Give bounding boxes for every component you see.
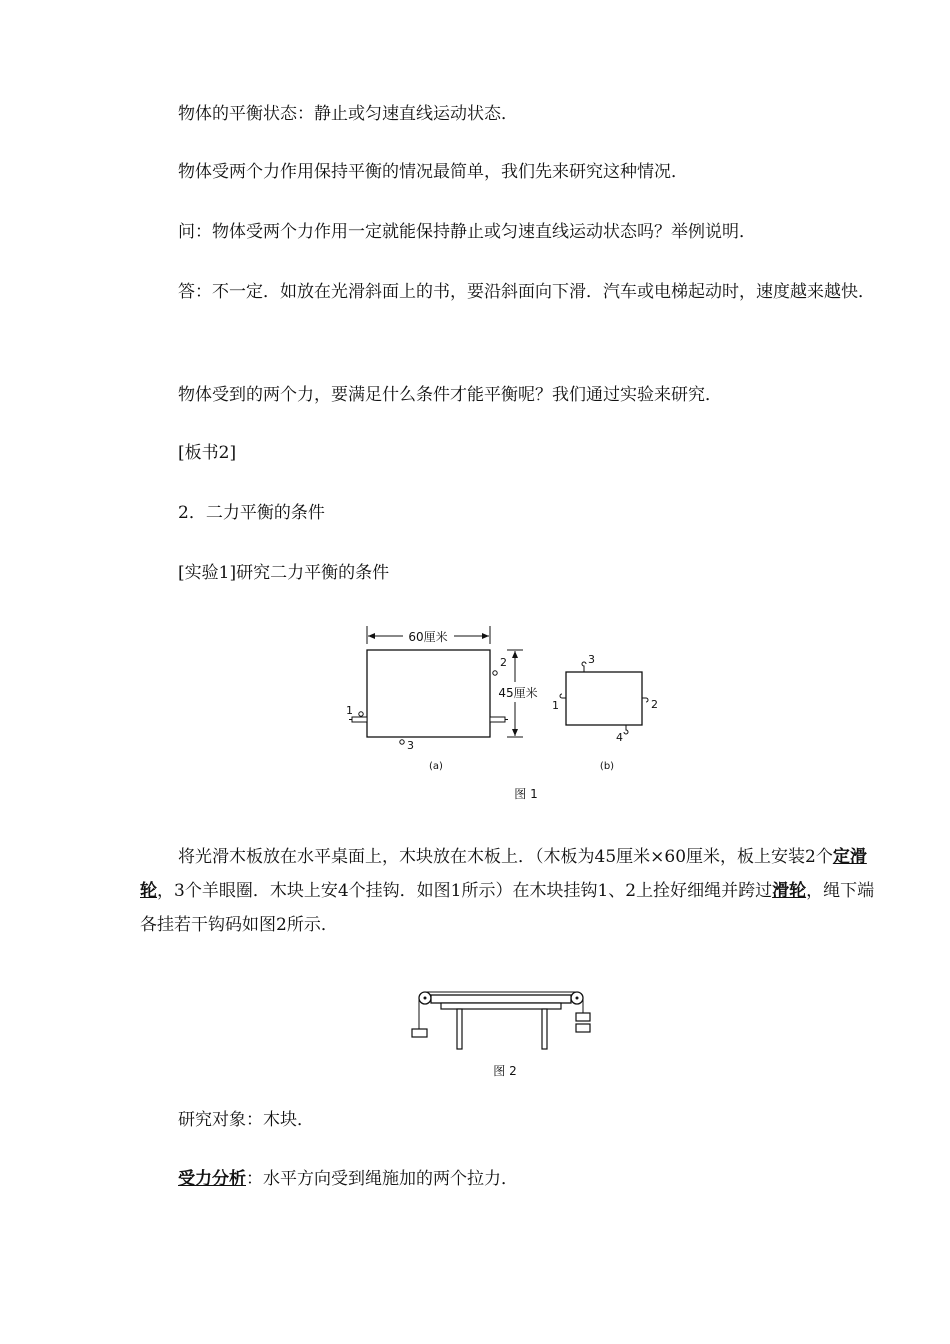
wooden-block (566, 672, 642, 725)
figure-1-caption: 图 1 (514, 787, 538, 801)
paragraph-research-object: 研究对象：木块． (178, 1110, 314, 1130)
paragraph-setup-description (140, 840, 880, 942)
eye-ring-1 (359, 712, 363, 716)
figure-2-diagram (405, 983, 595, 1083)
height-arrow-bottom (512, 729, 518, 736)
eye-ring-3 (400, 740, 404, 744)
setup-text-e: ，绳下端各挂若干钩码如图2所示． (140, 881, 875, 935)
table-leg-left (457, 1009, 462, 1049)
table-apron (441, 1003, 561, 1009)
weight-right-top-icon (576, 1013, 590, 1021)
width-arrow-right (482, 633, 489, 639)
board-mark-1: 1 (346, 704, 353, 717)
block-mark-2: 2 (651, 698, 658, 711)
subfigure-b-label: (b) (599, 761, 615, 772)
block-mark-4: 4 (616, 731, 623, 744)
pulley-right-icon (490, 717, 505, 722)
width-label: 60厘米 (408, 630, 448, 644)
weight-left-icon (412, 1029, 427, 1037)
force-analysis-text: ：水平方向受到绳施加的两个拉力． (246, 1169, 518, 1189)
paragraph-equilibrium-state: 物体的平衡状态：静止或匀速直线运动状态． (178, 104, 518, 124)
hook-3-icon (582, 662, 586, 672)
setup-text-a: 将光滑木板放在水平桌面上，木块放在木板上．（木板为45厘米×60厘米，板上安装2个 (178, 847, 833, 867)
weight-right-bottom-icon (576, 1024, 590, 1032)
subfigure-a-label: (a) (429, 761, 443, 772)
hook-2-icon (642, 698, 648, 702)
table-leg-right (542, 1009, 547, 1049)
paragraph-experiment-intro: 物体受到的两个力，要满足什么条件才能平衡呢？我们通过实验来研究． (178, 385, 722, 405)
experiment-title: [实验1]研究二力平衡的条件 (178, 563, 390, 583)
width-arrow-left (368, 633, 375, 639)
figure-1-diagram (330, 620, 670, 805)
height-label: 45厘米 (498, 686, 538, 700)
block-mark-1: 1 (552, 699, 559, 712)
paragraph-answer: 答：不一定．如放在光滑斜面上的书，要沿斜面向下滑．汽车或电梯起动时，速度越来越快． (178, 282, 875, 302)
figure-2-caption: 图 2 (493, 1064, 517, 1078)
pulley-left-icon (352, 717, 367, 722)
height-arrow-top (512, 651, 518, 658)
board-note-label: [板书2] (178, 443, 237, 463)
fixed-pulley-link[interactable]: 定滑轮 (140, 847, 867, 901)
table-top (431, 995, 571, 1003)
wooden-board (367, 650, 490, 737)
board-mark-2: 2 (500, 656, 507, 669)
pulley-right-center (576, 997, 579, 1000)
paragraph-question: 问：物体受两个力作用一定就能保持静止或匀速直线运动状态吗？举例说明． (178, 222, 756, 242)
block-mark-3: 3 (588, 653, 595, 666)
paragraph-two-forces: 物体受两个力作用保持平衡的情况最简单，我们先来研究这种情况． (178, 162, 688, 182)
setup-text-c: ，3个羊眼圈．木块上安4个挂钩．如图1所示）在木块挂钩1、2上拴好细绳并跨过 (157, 881, 773, 901)
eye-ring-2 (493, 671, 497, 675)
section-heading: 2．二力平衡的条件 (178, 503, 325, 523)
paragraph-force-analysis (140, 1162, 880, 1196)
hook-4-icon (624, 725, 628, 734)
pulley-link[interactable]: 滑轮 (772, 881, 807, 901)
force-analysis-link[interactable]: 受力分析 (178, 1169, 246, 1189)
pulley-left-center (424, 997, 427, 1000)
board-mark-3: 3 (407, 739, 414, 752)
hook-1-icon (560, 694, 566, 698)
